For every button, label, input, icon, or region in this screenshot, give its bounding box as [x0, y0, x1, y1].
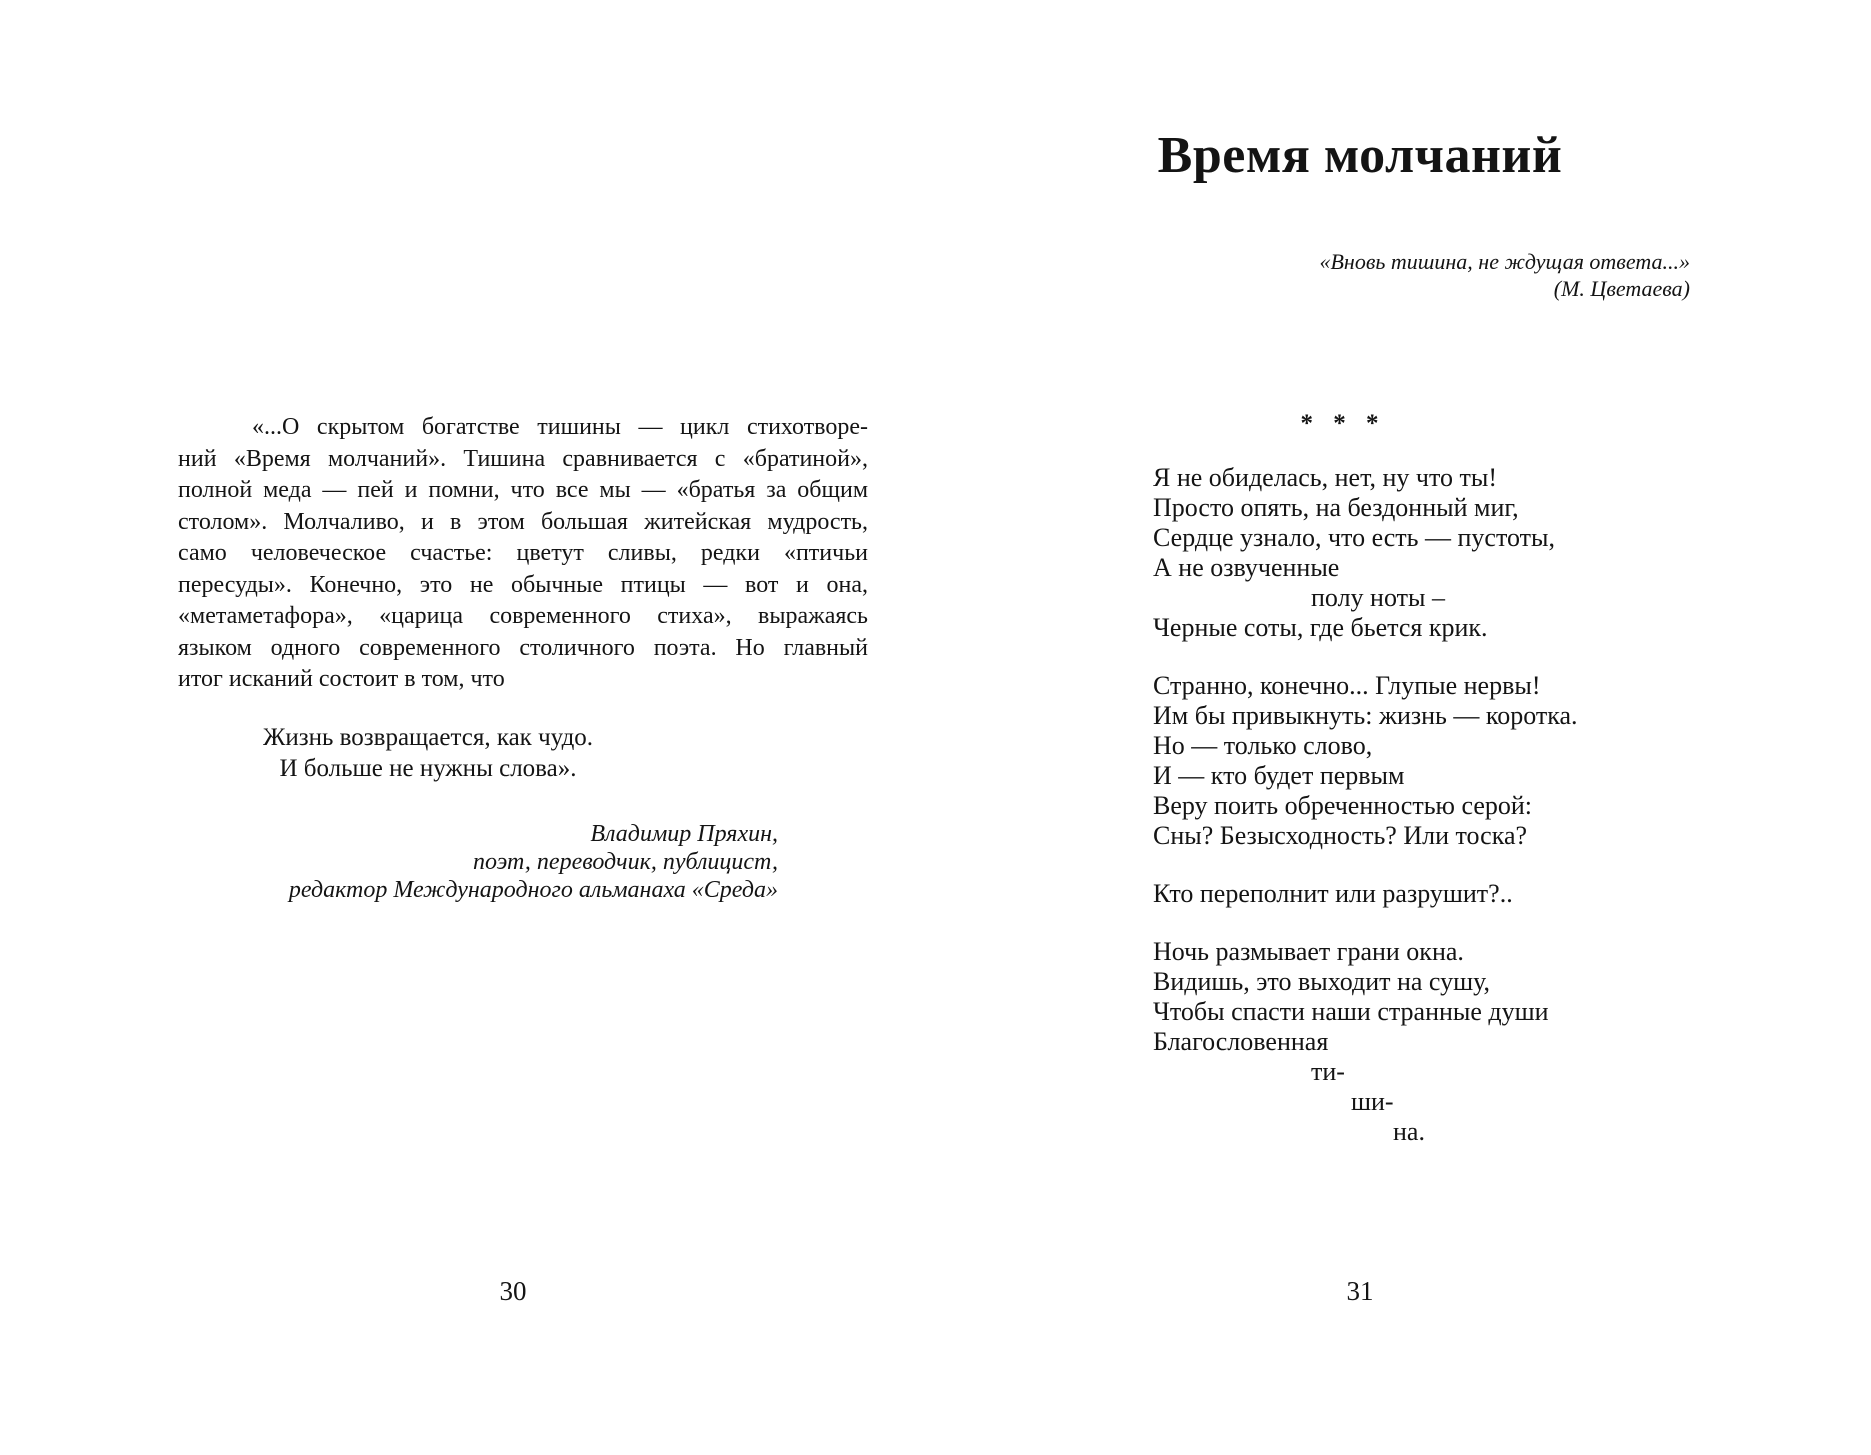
- poem-line: Но — только слово,: [1153, 731, 1373, 760]
- page-number-right: 31: [1346, 1276, 1374, 1306]
- page-number-left: 30: [499, 1276, 527, 1306]
- epigraph-line: «Вновь тишина, не ждущая ответа...»: [1319, 249, 1690, 274]
- poem-stanza-3: [1153, 879, 1713, 909]
- prose-line: итог исканий состоит в том, что: [178, 666, 505, 692]
- attribution-line: редактор Международного альманаха «Среда»: [288, 877, 778, 903]
- poem-line: Веру поить обреченностью серой:: [1153, 791, 1533, 820]
- prose-line: полной меда — пей и помни, что все мы — «братья за общим: [178, 477, 868, 503]
- poem-line: Черные соты, где бьется крик.: [1153, 613, 1488, 642]
- poem-line: Сердце узнало, что есть — пустоты,: [1153, 523, 1555, 552]
- verse-quote: [178, 722, 678, 784]
- poem-line: Просто опять, на бездонный миг,: [1153, 493, 1519, 522]
- section-marker: * * *: [1300, 410, 1386, 437]
- attribution-line: Владимир Пряхин,: [590, 821, 778, 847]
- prose-paragraph: [178, 412, 868, 696]
- poem-stanza-1: [1153, 463, 1713, 643]
- poem-line: И — кто будет первым: [1153, 761, 1405, 790]
- prose-line: столом». Молчаливо, и в этом большая житейская мудрость,: [178, 508, 868, 535]
- prose-line: «...О скрытом богатстве тишины — цикл стихотворе-: [252, 414, 868, 440]
- attribution-line: поэт, переводчик, публицист,: [473, 849, 778, 875]
- poem-line: Им бы привыкнуть: жизнь — коротка.: [1153, 701, 1578, 730]
- poem-line: Я не обиделась, нет, ну что ты!: [1153, 463, 1497, 492]
- poem-line: Благословенная: [1153, 1027, 1329, 1056]
- poem-line: ши-: [1351, 1087, 1394, 1116]
- verse-line: Жизнь возвращается, как чудо.: [262, 724, 594, 751]
- poem-line: ти-: [1311, 1057, 1345, 1086]
- prose-line: само человеческое счастье: цветут сливы, редки «птичьи: [178, 540, 868, 566]
- poem-line: Кто переполнит или разрушит?..: [1153, 879, 1513, 908]
- prose-line: языком одного современного столичного поэта. Но главный: [178, 634, 868, 661]
- verse-line: И больше не нужны слова».: [279, 755, 577, 782]
- poem-line: полу ноты –: [1311, 583, 1445, 612]
- attribution: [178, 820, 778, 904]
- poem-line: А не озвученные: [1153, 553, 1340, 582]
- poem-line: Странно, конечно... Глупые нервы!: [1153, 671, 1541, 700]
- poem: [1153, 463, 1713, 1147]
- chapter-title: Время молчаний: [1157, 127, 1563, 184]
- prose-line: «метаметафора», «царица современного стиха», выражаясь: [178, 603, 868, 629]
- poem-line: Ночь размывает грани окна.: [1153, 937, 1464, 966]
- poem-stanza-2: [1153, 671, 1713, 851]
- prose-line: ний «Время молчаний». Тишина сравнивается с «братиной»,: [178, 445, 868, 472]
- poem-line: Видишь, это выходит на сушу,: [1153, 967, 1491, 996]
- poem-stanza-4: [1153, 937, 1713, 1147]
- epigraph: [1190, 248, 1690, 302]
- epigraph-author: (М. Цветаева): [1553, 276, 1690, 301]
- poem-line: на.: [1393, 1117, 1425, 1146]
- poem-line: Чтобы спасти наши странные души: [1153, 997, 1549, 1026]
- poem-line: Сны? Безысходность? Или тоска?: [1153, 821, 1528, 850]
- prose-line: пересуды». Конечно, это не обычные птицы — вот и она,: [178, 571, 868, 598]
